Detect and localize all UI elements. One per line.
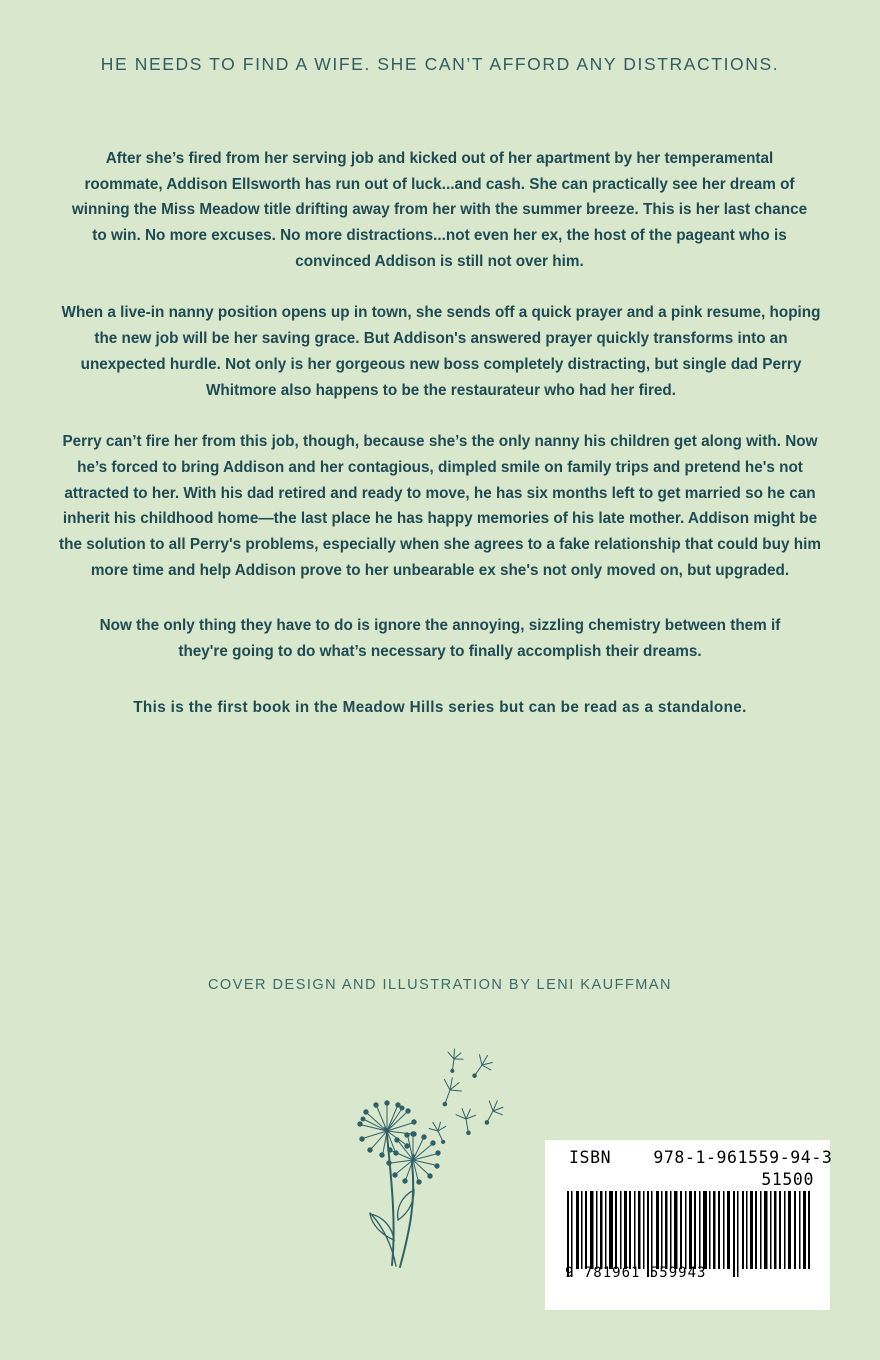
tagline: HE NEEDS TO FIND A WIFE. SHE CAN’T AFFORD ANY DISTRACTIONS. [100, 54, 780, 74]
blurb-paragraph-2: When a live-in nanny position opens up in town, she sends off a quick prayer and a pink resume, hoping the new job will be her saving grace. But Addison's answered prayer quickly transforms into an unexpected hurdle. Not only is her gorgeous new boss completely distracting, but single dad Perry Whitmore also happens to be the restaurateur who had her fired. [61, 304, 821, 399]
price-code: 51500 [761, 1170, 814, 1189]
blurb-text [55, 146, 825, 720]
isbn-line [569, 1148, 833, 1167]
barcode-bars [555, 1191, 820, 1283]
ean5-addon-bars [742, 1191, 812, 1269]
blurb-paragraph-1: After she’s fired from her serving job and kicked out of her apartment by her temperamental roommate, Addison Ellsworth has run out of luck...and cash. She can practically see her dream of winning the Miss Meadow title drifting away from her with the summer breeze. This is her last chance to win. No more excuses. No more distractions...not even her ex, the host of the pageant who is convinced Addison is still not over him. [71, 150, 808, 270]
blurb-paragraph-3: Perry can’t fire her from this job, though, because she’s the only nanny his children get along with. Now he’s forced to bring Addison and her contagious, dimpled smile on family trips and pretend he's not attracted to her. With his dad retired and ready to move, he has six months left to get married so he can inherit his childhood home—the last place he has happy memories of his late mother. Addison might be the solution to all Perry's problems, especially when she agrees to a fake relationship that could buy him more time and help Addison prove to her unbearable ex she's not only moved on, but upgraded. [59, 433, 821, 579]
barcode [545, 1140, 833, 1310]
ean-digits: 9 781961 559943 [565, 1265, 707, 1281]
cover-credit: COVER DESIGN AND ILLUSTRATION BY LENI KAUFFMAN [207, 977, 673, 993]
dandelion-illustration [330, 1035, 550, 1280]
blurb-paragraph-4: Now the only thing they have to do is ignore the annoying, sizzling chemistry between them if they're going to do what’s necessary to finally accomplish their dreams. [99, 617, 781, 660]
isbn-number: 978-1-961559-94-3 [653, 1148, 833, 1167]
blurb-paragraph-5: This is the first book in the Meadow Hills series but can be read as a standalone. [133, 698, 747, 716]
isbn-label: ISBN [569, 1148, 612, 1167]
